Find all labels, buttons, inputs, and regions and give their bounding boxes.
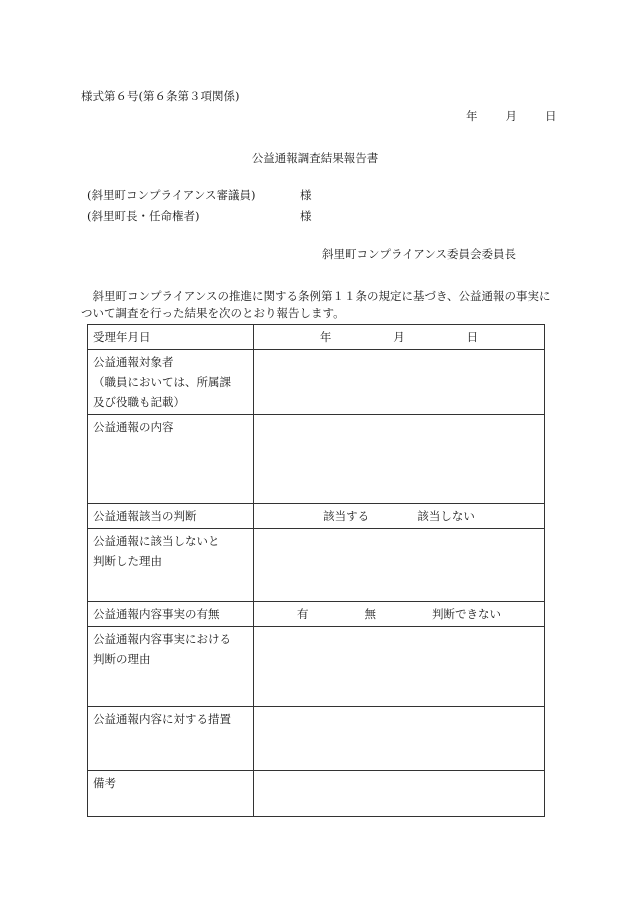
- report-table: [87, 324, 545, 817]
- document-title: 公益通報調査結果報告書: [251, 151, 379, 165]
- table-row: [88, 771, 545, 817]
- remarks-field[interactable]: [254, 771, 545, 817]
- report-date: [466, 108, 557, 124]
- date-year: 年: [466, 109, 478, 123]
- table-row: [88, 415, 545, 504]
- fact-reason-field[interactable]: [254, 627, 545, 707]
- option-undetermined[interactable]: 判断できない: [432, 607, 501, 621]
- table-row: [88, 325, 545, 350]
- received-date-value[interactable]: [254, 325, 545, 350]
- body-paragraph: 斜里町コンプライアンスの推進に関する条例第１１条の規定に基づき、公益通報の事実について調査を行った結果を次のとおり報告します。: [81, 289, 551, 320]
- not-applicable-reason-label: 公益通報に該当しないと 判断した理由: [88, 529, 254, 602]
- fact-existence-options: [254, 602, 545, 627]
- received-month: 月: [393, 330, 405, 344]
- option-no[interactable]: 無: [364, 607, 376, 621]
- target-person-label: 公益通報対象者 （職員においては、所属課 及び役職も記載）: [88, 350, 254, 415]
- fact-reason-label: 公益通報内容事実における 判断の理由: [88, 627, 254, 707]
- addressee-mayor: (斜里町長・任命権者): [87, 209, 200, 223]
- date-month: 月: [505, 109, 517, 123]
- form-number: 様式第６号(第６条第３項関係): [81, 89, 240, 103]
- addressee-honorific: 様: [300, 209, 312, 223]
- remarks-label: 備考: [88, 771, 254, 817]
- target-person-field[interactable]: [254, 350, 545, 415]
- measures-field[interactable]: [254, 707, 545, 771]
- option-yes[interactable]: 有: [297, 607, 309, 621]
- content-label: 公益通報の内容: [88, 415, 254, 504]
- sender-title: 斜里町コンプライアンス委員会委員長: [322, 247, 517, 261]
- table-row: [88, 350, 545, 415]
- received-date-label: 受理年月日: [88, 325, 254, 350]
- table-row: [88, 504, 545, 529]
- option-applicable[interactable]: 該当する: [323, 509, 370, 523]
- table-row: [88, 707, 545, 771]
- table-row: [88, 627, 545, 707]
- applicability-options: [254, 504, 545, 529]
- date-day: 日: [545, 109, 557, 123]
- table-row: [88, 529, 545, 602]
- not-applicable-reason-field[interactable]: [254, 529, 545, 602]
- content-field[interactable]: [254, 415, 545, 504]
- fact-existence-label: 公益通報内容事実の有無: [88, 602, 254, 627]
- measures-label: 公益通報内容に対する措置: [88, 707, 254, 771]
- option-not-applicable[interactable]: 該当しない: [417, 509, 475, 523]
- received-year: 年: [319, 330, 332, 344]
- addressee-honorific: 様: [300, 188, 312, 202]
- addressee-compliance-councilor: (斜里町コンプライアンス審議員): [87, 188, 256, 202]
- received-day: 日: [466, 330, 479, 344]
- applicability-label: 公益通報該当の判断: [88, 504, 254, 529]
- table-row: [88, 602, 545, 627]
